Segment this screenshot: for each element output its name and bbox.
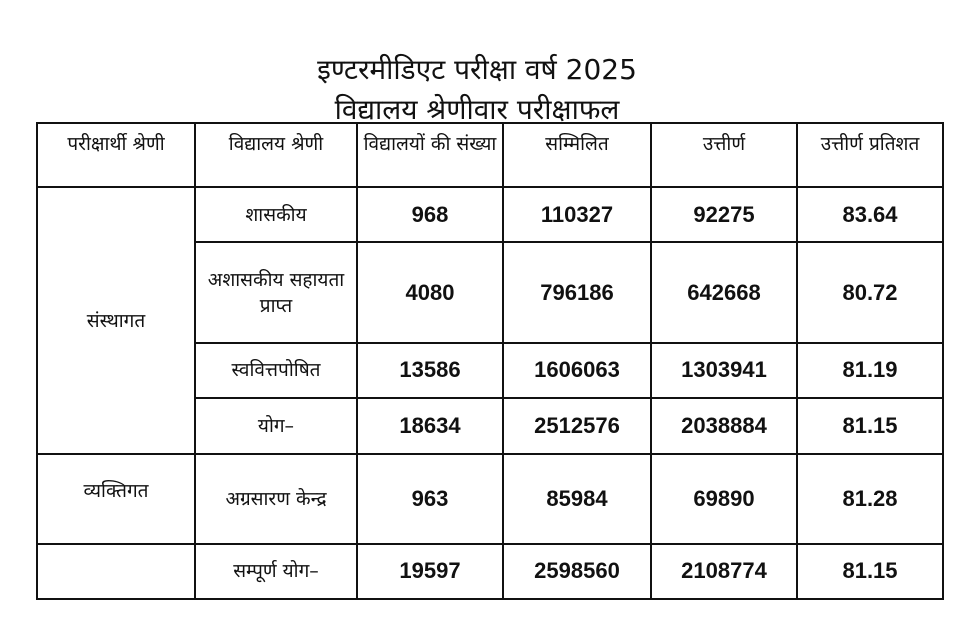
school-count: 968 [357, 187, 503, 242]
header-pass-percent: उत्तीर्ण प्रतिशत [797, 123, 943, 187]
appeared-count: 85984 [503, 454, 651, 544]
header-passed: उत्तीर्ण [651, 123, 797, 187]
header-school-category: विद्यालय श्रेणी [195, 123, 357, 187]
passed-count: 2108774 [651, 544, 797, 599]
pass-percent: 83.64 [797, 187, 943, 242]
passed-count: 69890 [651, 454, 797, 544]
results-table [36, 122, 944, 600]
pass-percent: 81.19 [797, 343, 943, 398]
table-row [37, 544, 943, 599]
school-category: अग्रसारण केन्द्र [195, 454, 357, 544]
table-row [37, 454, 943, 544]
school-category: अशासकीय सहायता प्राप्त [195, 242, 357, 342]
pass-percent: 80.72 [797, 242, 943, 342]
pass-percent: 81.15 [797, 544, 943, 599]
school-count: 4080 [357, 242, 503, 342]
school-count: 13586 [357, 343, 503, 398]
appeared-count: 796186 [503, 242, 651, 342]
header-candidate-category: परीक्षार्थी श्रेणी [37, 123, 195, 187]
header-row [37, 123, 943, 187]
table-row [37, 187, 943, 242]
page-subtitle: विद्यालय श्रेणीवार परीक्षाफल [334, 93, 620, 126]
page-title: इण्टरमीडिएट परीक्षा वर्ष 2025 [317, 53, 637, 86]
school-count: 19597 [357, 544, 503, 599]
appeared-count: 2598560 [503, 544, 651, 599]
school-category: शासकीय [195, 187, 357, 242]
passed-count: 642668 [651, 242, 797, 342]
passed-count: 1303941 [651, 343, 797, 398]
header-school-count: विद्यालयों की संख्या [357, 123, 503, 187]
group-institutional: संस्थागत [37, 187, 195, 454]
school-category: स्ववित्तपोषित [195, 343, 357, 398]
appeared-count: 1606063 [503, 343, 651, 398]
pass-percent: 81.15 [797, 398, 943, 453]
appeared-count: 2512576 [503, 398, 651, 453]
group-private: व्यक्तिगत [37, 454, 195, 544]
group-total [37, 544, 195, 599]
school-category: योग– [195, 398, 357, 453]
school-count: 18634 [357, 398, 503, 453]
header-appeared: सम्मिलित [503, 123, 651, 187]
passed-count: 92275 [651, 187, 797, 242]
pass-percent: 81.28 [797, 454, 943, 544]
passed-count: 2038884 [651, 398, 797, 453]
appeared-count: 110327 [503, 187, 651, 242]
school-count: 963 [357, 454, 503, 544]
school-category: सम्पूर्ण योग– [195, 544, 357, 599]
